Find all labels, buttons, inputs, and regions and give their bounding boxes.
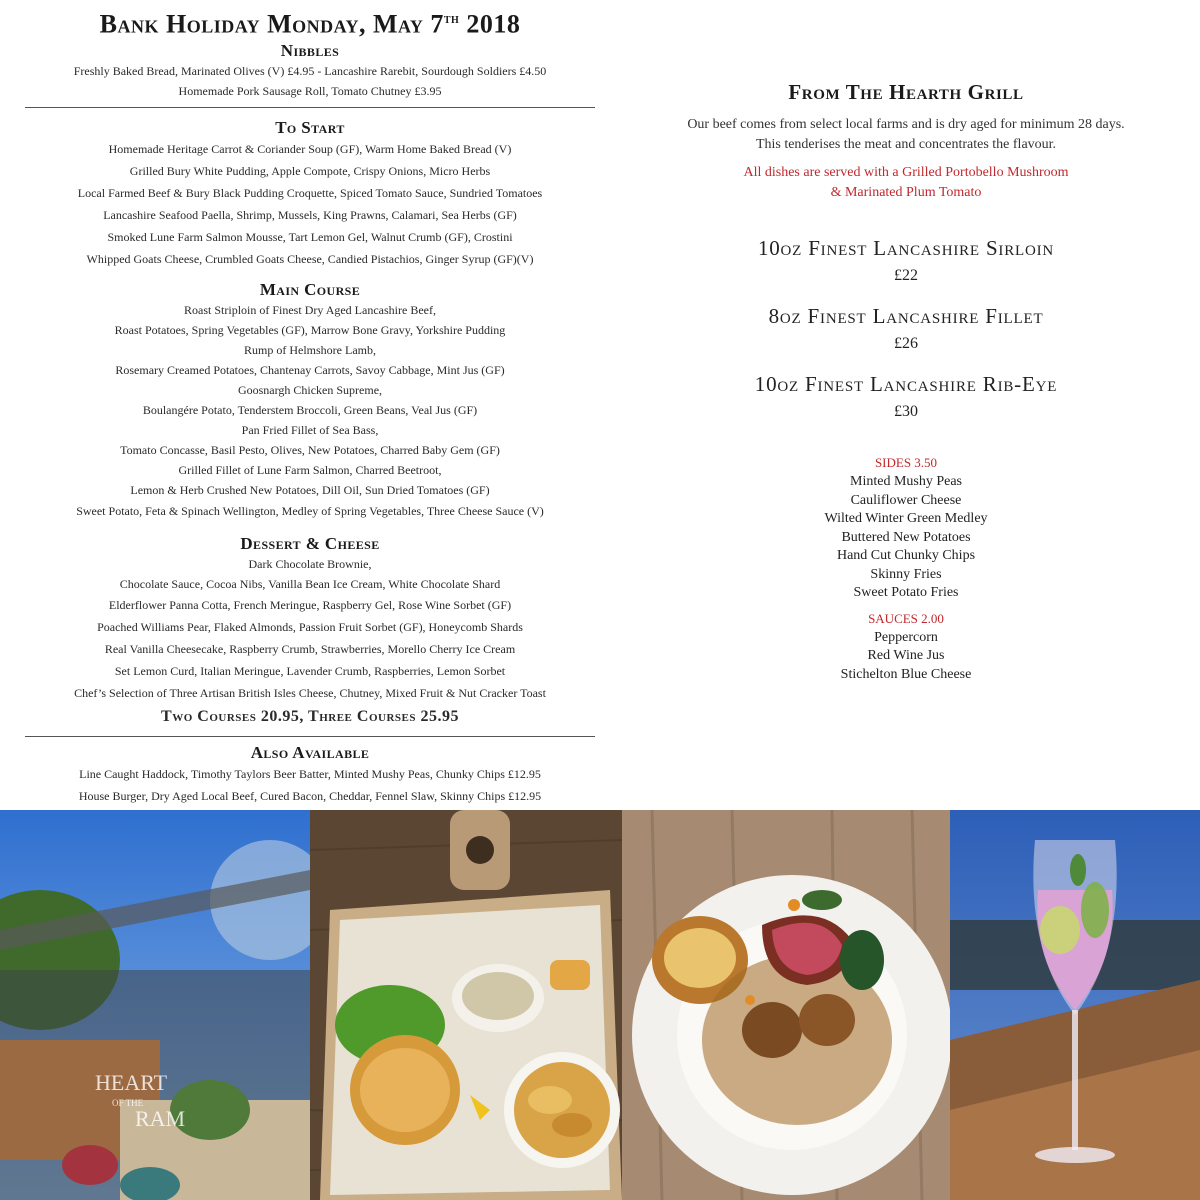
main-item-line: Lemon & Herb Crushed New Potatoes, Dill Oil, Sun Dried Tomatoes (GF) [130,482,490,497]
grill-menu [612,80,1200,684]
side-item: Sweet Potato Fries [853,585,959,600]
main-item-line: Goosnargh Chicken Supreme, [237,382,383,397]
nibbles-item: Freshly Baked Bread, Marinated Olives (V) £4.95 - Lancashire Rarebit, Sourdough Soldiers £4.50 [73,63,547,78]
terrace-sign-text: OF THE [112,1098,144,1108]
steak-name: 10oz Finest Lancashire Sirloin [757,236,1055,260]
terrace-sign-text: HEART [95,1070,168,1095]
main-item-line: Rosemary Creamed Potatoes, Chantenay Carrots, Savoy Cabbage, Mint Jus (GF) [115,362,505,377]
main-item-line: Grilled Fillet of Lune Farm Salmon, Charred Beetroot, [178,462,442,477]
terrace-photo [0,810,310,1200]
main-item [20,500,600,522]
steak-price: £26 [894,335,918,352]
main-item-line: Tomato Concasse, Basil Pesto, Olives, New Potatoes, Charred Baby Gem (GF) [120,442,500,457]
also-item: Line Caught Haddock, Timothy Taylors Beer Batter, Minted Mushy Peas, Chunky Chips £12.95 [79,766,541,781]
dessert-item: Elderflower Panna Cotta, French Meringue, Raspberry Gel, Rose Wine Sorbet (GF) [108,597,512,612]
steak-price: £22 [894,267,918,284]
side-item: Minted Mushy Peas [850,474,962,489]
also-heading: Also Available [250,742,370,762]
fish-chips-photo [310,810,622,1200]
also-item: House Burger, Dry Aged Local Beef, Cured Bacon, Cheddar, Fennel Slaw, Skinny Chips £12.95 [78,788,542,803]
main-item-line: Boulangére Potato, Tenderstem Broccoli, Green Beans, Veal Jus (GF) [142,402,478,417]
main-item [20,460,600,500]
title-text: Bank Holiday Monday, May 7 [99,9,444,39]
main-item-line: Roast Potatoes, Spring Vegetables (GF), Marrow Bone Gravy, Yorkshire Pudding [114,322,506,337]
roast-beef-photo [622,810,950,1200]
photo-strip [0,810,1200,1200]
steak-price: £30 [894,403,918,420]
grill-intro-line: This tenderises the meat and concentrates the flavour. [755,137,1057,152]
dessert-item-line: Dark Chocolate Brownie, [248,556,372,571]
sauces-heading: SAUCES 2.00 [868,610,944,626]
main-item [20,380,600,420]
dessert-item-line: Chocolate Sauce, Cocoa Nibs, Vanilla Bean Ice Cream, White Chocolate Shard [119,576,501,591]
dessert-item: Chef’s Selection of Three Artisan British Isles Cheese, Chutney, Mixed Fruit & Nut Cracker Toast [74,685,546,700]
grill-heading: From The Hearth Grill [788,80,1024,104]
side-item: Hand Cut Chunky Chips [836,548,976,563]
steak-name: 10oz Finest Lancashire Rib-Eye [754,372,1058,396]
title-year: 2018 [459,9,521,39]
dessert-item: Set Lemon Curd, Italian Meringue, Lavender Crumb, Raspberries, Lemon Sorbet [114,663,506,678]
main-item-line: Pan Fried Fillet of Sea Bass, [241,422,379,437]
main-item [20,340,600,380]
sauce-item: Red Wine Jus [867,648,945,663]
nibbles-heading: Nibbles [280,40,340,60]
desserts-heading: Dessert & Cheese [240,533,380,553]
dessert-item: Real Vanilla Cheesecake, Raspberry Crumb, Strawberries, Morello Cherry Ice Cream [104,641,516,656]
terrace-sign-text: RAM [135,1106,186,1131]
starter-item: Lancashire Seafood Paella, Shrimp, Mussels, King Prawns, Calamari, Sea Herbs (GF) [103,207,517,222]
title-sup: th [443,12,460,27]
sauce-item: Peppercorn [874,629,938,645]
side-item: Wilted Winter Green Medley [824,511,988,526]
nibbles-item: Homemade Pork Sausage Roll, Tomato Chutney £3.95 [178,83,442,98]
side-item: Cauliflower Cheese [850,492,962,508]
menu-title [20,4,600,41]
main-item [20,300,600,340]
grill-intro-line: Our beef comes from select local farms and is dry aged for minimum 28 days. [687,117,1125,132]
main-item [20,420,600,460]
starter-item: Whipped Goats Cheese, Crumbled Goats Cheese, Candied Pistachios, Ginger Syrup (GF)(V) [86,251,534,266]
set-menu [20,0,600,807]
main-item-line: Roast Striploin of Finest Dry Aged Lancashire Beef, [184,302,436,317]
starter-item: Local Farmed Beef & Bury Black Pudding Croquette, Spiced Tomato Sauce, Sundried Tomatoes [77,185,543,200]
side-item: Buttered New Potatoes [841,529,971,545]
starter-item: Grilled Bury White Pudding, Apple Compote, Crispy Onions, Micro Herbs [129,163,491,178]
sides-heading: SIDES 3.50 [874,455,938,470]
starter-item: Homemade Heritage Carrot & Coriander Soup (GF), Warm Home Baked Bread (V) [108,141,512,156]
grill-notice-line: All dishes are served with a Grilled Portobello Mushroom [743,165,1069,180]
courses-price: Two Courses 20.95, Three Courses 25.95 [161,707,459,725]
sauce-item: Stichelton Blue Cheese [840,666,972,682]
side-item: Skinny Fries [870,566,942,582]
steak-name: 8oz Finest Lancashire Fillet [768,304,1044,328]
main-item-line: Rump of Helmshore Lamb, [244,342,376,357]
divider [25,107,595,108]
dessert-item: Poached Williams Pear, Flaked Almonds, Passion Fruit Sorbet (GF), Honeycomb Shards [97,619,523,634]
starter-item: Smoked Lune Farm Salmon Mousse, Tart Lemon Gel, Walnut Crumb (GF), Crostini [107,229,513,244]
grill-notice-line: & Marinated Plum Tomato [830,185,982,200]
main-item-line: Sweet Potato, Feta & Spinach Wellington, Medley of Spring Vegetables, Three Cheese Sauce (V) [76,503,544,518]
divider [25,736,595,737]
mains-heading: Main Course [259,279,361,299]
gin-glass-photo [950,810,1200,1200]
starters-heading: To Start [275,117,345,137]
